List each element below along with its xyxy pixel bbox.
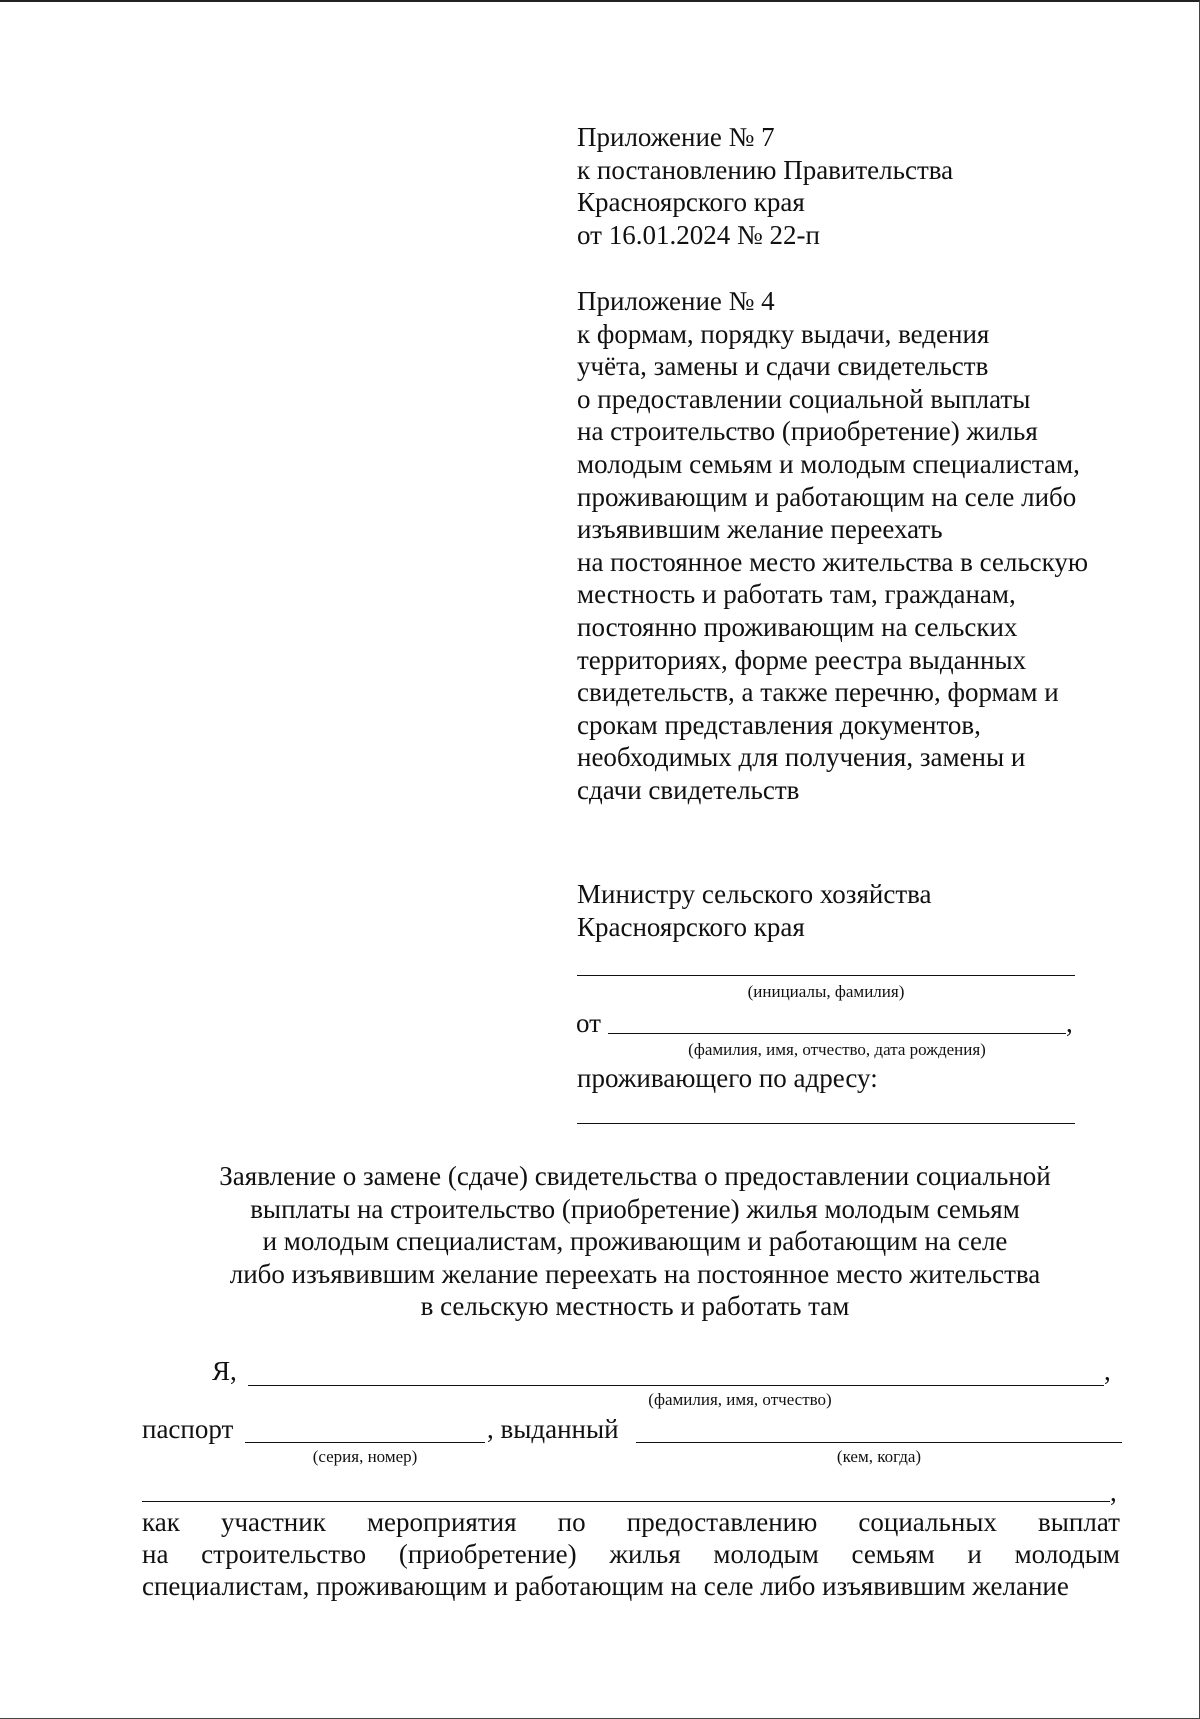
addressee-line: Красноярского края [577, 911, 805, 942]
appendix-line: свидетельств, а также перечню, формам и [577, 677, 1059, 708]
initials-field-line[interactable] [577, 975, 1075, 976]
title-line: Заявление о замене (сдаче) свидетельства о предоставлении социальной [219, 1161, 1051, 1191]
i-label: Я, [212, 1356, 237, 1386]
issued-by-continuation-line[interactable] [142, 1501, 1110, 1502]
addressee-line: Министру сельского хозяйства [577, 879, 932, 909]
appendix-line: необходимых для получения, замены и [577, 742, 1026, 773]
title-line: выплаты на строительство (приобретение) жилья молодым семьям [250, 1193, 1020, 1224]
passport-number-field-line[interactable] [245, 1442, 485, 1443]
body-word: семьям [851, 1539, 935, 1569]
initials-caption: (инициалы, фамилия) [747, 982, 905, 1001]
fullname-caption: (фамилия, имя, отчество) [648, 1390, 832, 1409]
body-word: как [142, 1507, 180, 1537]
body-word: строительство [201, 1539, 367, 1569]
body-word: жилья [609, 1539, 681, 1569]
addressee-block [577, 878, 932, 943]
appendix-line: постоянно проживающим на сельских [577, 611, 1018, 642]
approval-line: к постановлению Правительства [577, 154, 954, 185]
title-line: и молодым специалистам, проживающим и работающим на селе [262, 1226, 1008, 1256]
from-comma: , [1066, 1008, 1073, 1038]
appendix-line: на постоянное место жительства в сельскую [577, 546, 1089, 577]
appendix-line: сдачи свидетельств [577, 774, 800, 805]
appendix-line: срокам представления документов, [577, 709, 981, 740]
passport-label: паспорт [142, 1414, 234, 1444]
applicant-field-line[interactable] [608, 1033, 1066, 1034]
title-line: либо изъявившим желание переехать на постоянное место жительства [229, 1258, 1041, 1289]
appendix-line: изъявившим желание переехать [577, 514, 943, 545]
body-line-1 [142, 1506, 1120, 1538]
body-word: социальных [858, 1507, 997, 1537]
appendix-line: на строительство (приобретение) жилья [577, 416, 1038, 447]
continuation-comma: , [1110, 1477, 1117, 1507]
appendix-line: проживающим и работающим на селе либо [577, 481, 1077, 512]
body-word: молодым [1014, 1539, 1120, 1569]
fullname-field-line[interactable] [248, 1385, 1104, 1386]
body-word: молодым [713, 1539, 819, 1569]
passport-caption: (серия, номер) [312, 1447, 418, 1466]
issued-by-field-line[interactable] [636, 1442, 1122, 1443]
appendix-line: территориях, форме реестра выданных [577, 644, 1027, 675]
body-word: на [142, 1539, 169, 1569]
appendix-line: молодым семьям и молодым специалистам, [577, 448, 1080, 479]
body-word: мероприятия [366, 1507, 517, 1537]
appendix-header [577, 285, 1088, 807]
issued-label: , выданный [487, 1414, 619, 1444]
appendix-line: местность и работать там, гражданам, [577, 579, 1016, 610]
applicant-caption: (фамилия, имя, отчество, дата рождения) [688, 1040, 986, 1059]
address-field-line[interactable] [577, 1123, 1075, 1124]
approval-line: Приложение № 7 [577, 122, 775, 152]
body-word: участник [220, 1507, 326, 1537]
body-word: (приобретение) [398, 1539, 577, 1569]
body-word: предоставлению [626, 1507, 818, 1537]
i-comma: , [1104, 1356, 1111, 1386]
title-line: в сельскую местность и работать там [420, 1291, 850, 1321]
body-word: и [967, 1539, 982, 1569]
appendix-line: Приложение № 4 [577, 286, 775, 316]
from-label: от [576, 1008, 601, 1038]
body-line-2 [142, 1538, 1120, 1570]
address-label: проживающего по адресу: [577, 1063, 878, 1093]
body-word: по [557, 1507, 586, 1537]
body-word: выплат [1038, 1507, 1120, 1537]
approval-header [577, 121, 953, 251]
appendix-line: о предоставлении социальной выплаты [577, 383, 1031, 414]
approval-line: от 16.01.2024 № 22-п [577, 219, 820, 250]
appendix-line: к формам, порядку выдачи, ведения [577, 318, 990, 349]
issued-caption: (кем, когда) [836, 1447, 922, 1466]
appendix-line: учёта, замены и сдачи свидетельств [577, 351, 989, 382]
statement-title [140, 1160, 1130, 1323]
approval-line: Красноярского края [577, 187, 805, 218]
body-line-3: специалистам, проживающим и работающим на селе либо изъявившим желание [142, 1571, 1069, 1601]
